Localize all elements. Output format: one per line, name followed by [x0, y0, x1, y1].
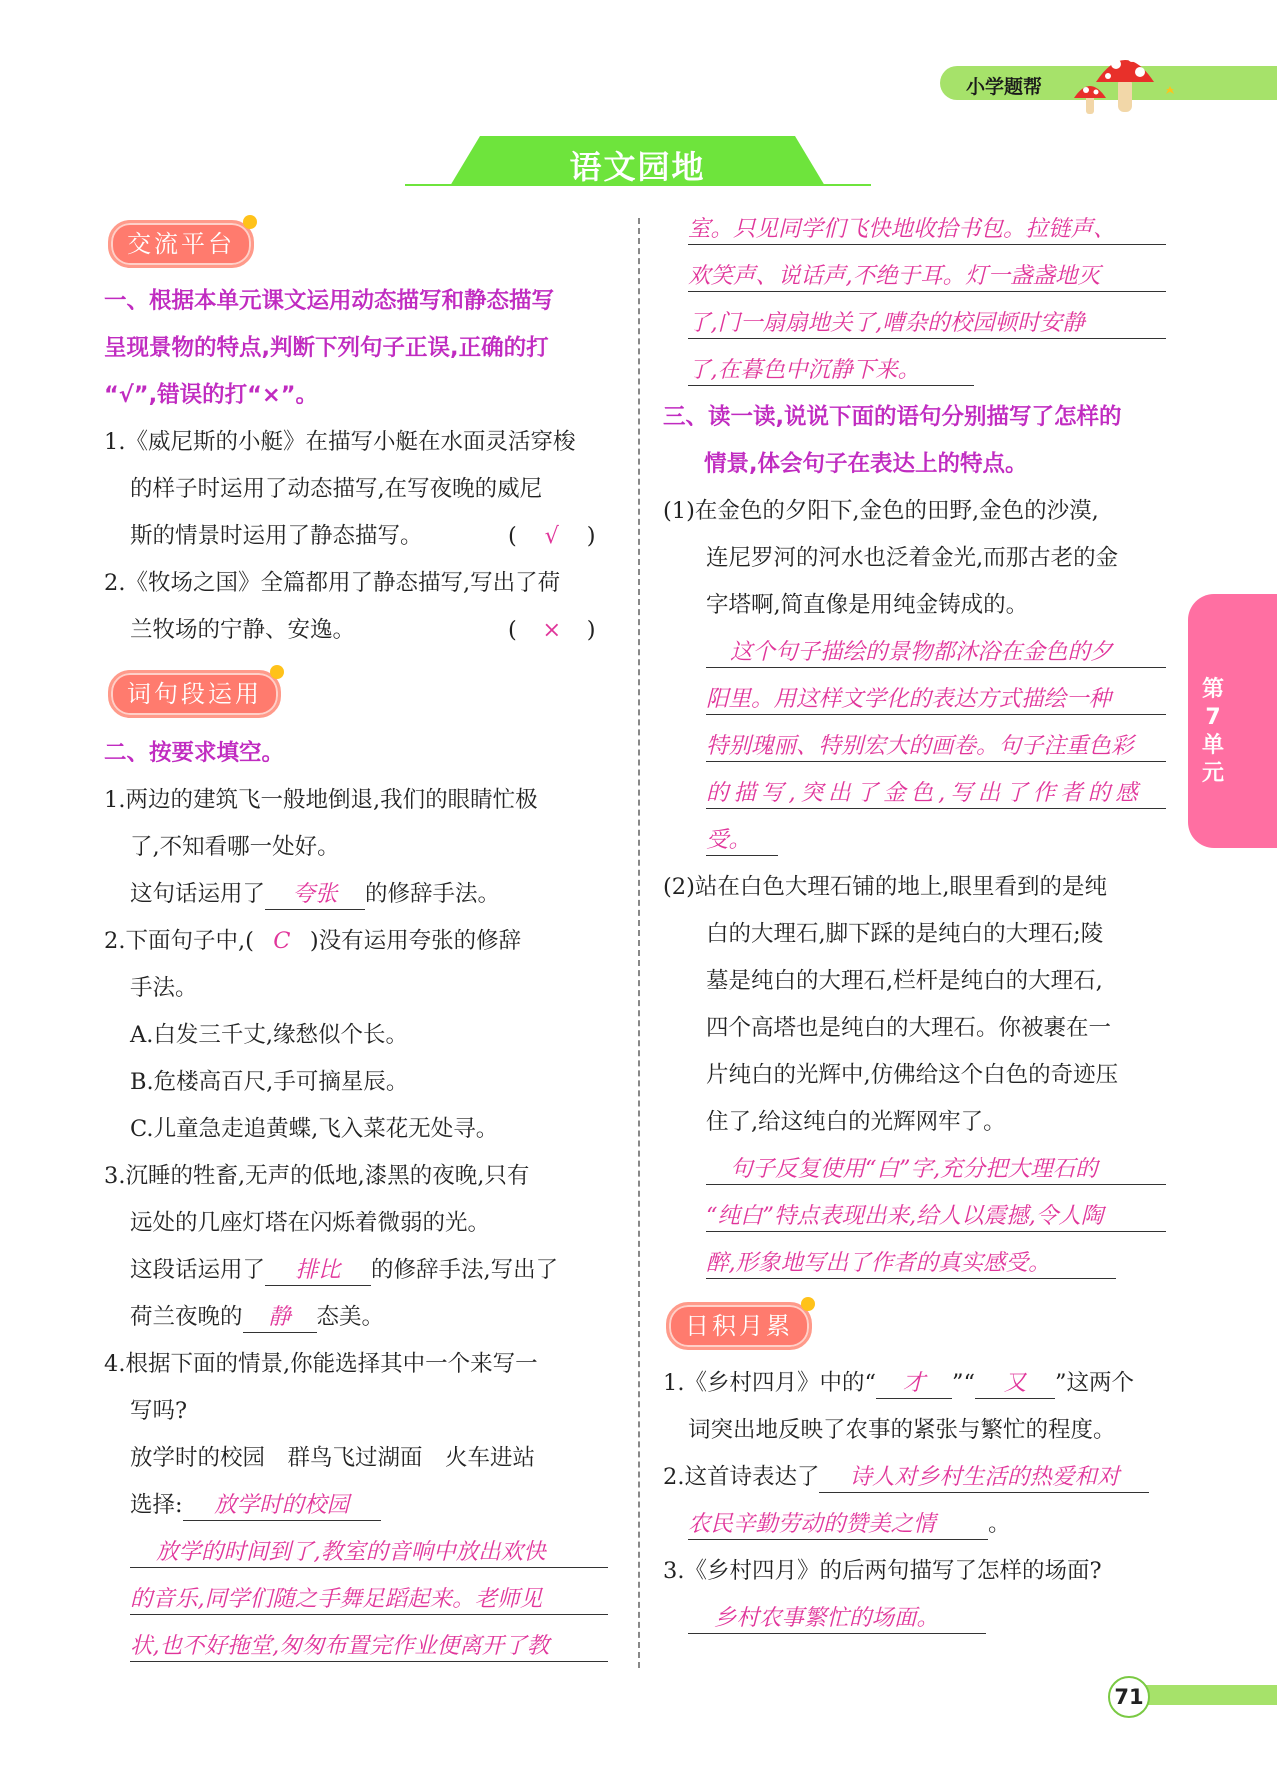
option-a: A.白发三千丈,缘愁似个长。 [130, 1022, 409, 1048]
essay-line: 了,门一扇扇地关了,嘈杂的校园顿时安静 [688, 308, 1166, 339]
fill-1-answer-line: 这句话运用了 夸张 的修辞手法。 [130, 879, 500, 910]
blank-answer: 静 [243, 1302, 317, 1333]
reading-1-answer: 受。 [706, 825, 778, 856]
reading-1-answer: 这个句子描绘的景物都沐浴在金色的夕 [706, 637, 1166, 668]
question-1-line: “√”,错误的打“×”。 [104, 382, 319, 408]
fill-4-line: 4.根据下面的情景,你能选择其中一个来写一 [104, 1351, 538, 1377]
reading-1-line: 字塔啊,简直像是用纯金铸成的。 [706, 592, 1029, 618]
fill-2-line: 手法。 [130, 975, 198, 1001]
fill-4-line: 写吗? [130, 1398, 188, 1424]
section-badge-exchange: 交流平台 [108, 220, 254, 268]
reading-2-line: 墓是纯白的大理石,栏杆是纯白的大理石, [706, 968, 1103, 994]
reading-2-answer: “纯白”特点表现出来,给人以震撼,令人陶 [706, 1201, 1166, 1232]
page-number: 71 [1108, 1676, 1150, 1718]
blank-answer: 诗人对乡村生活的热爱和对 [819, 1462, 1149, 1493]
blank-answer: 农民辛勤劳动的赞美之情 [688, 1509, 988, 1540]
reading-1-answer: 的描写,突出了金色,写出了作者的感 [706, 778, 1166, 809]
essay-line: 了,在暮色中沉静下来。 [688, 355, 974, 386]
reading-2-answer: 醉,形象地写出了作者的真实感受。 [706, 1248, 1116, 1279]
answer-bracket: ( √ ) [508, 523, 596, 549]
star-icon [270, 665, 284, 679]
blank-answer: 放学时的校园 [183, 1490, 381, 1521]
page-title: 语文园地 [569, 148, 706, 186]
reading-1-answer: 阳里。用这样文学化的表达方式描绘一种 [706, 684, 1166, 715]
reading-2-line: (2)站在白色大理石铺的地上,眼里看到的是纯 [663, 874, 1108, 900]
blank-answer: 才 [876, 1368, 952, 1399]
blank-answer: C [273, 928, 291, 954]
question-3-line: 情景,体会句子在表达上的特点。 [704, 451, 1028, 477]
choose-line: 选择: 放学时的校园 [130, 1490, 381, 1521]
section-badge-usage: 词句段运用 [108, 670, 281, 718]
answer-2: × [542, 617, 562, 643]
section-badge-accumulation: 日积月累 [666, 1302, 812, 1350]
daily-2-line: 农民辛勤劳动的赞美之情 。 [688, 1509, 1011, 1540]
answer-bracket: ( × ) [508, 617, 596, 643]
fill-1-line: 1.两边的建筑飞一般地倒退,我们的眼睛忙极 [104, 787, 538, 813]
daily-1-line: 词突出地反映了农事的紧张与繁忙的程度。 [688, 1417, 1116, 1443]
unit-label: 第7单元 [1201, 677, 1224, 786]
column-divider [638, 218, 640, 1668]
blank-answer: 夸张 [265, 879, 365, 910]
fill-1-line: 了,不知看哪一处好。 [130, 834, 340, 860]
daily-3-line: 3.《乡村四月》的后两句描写了怎样的场面? [663, 1558, 1102, 1584]
item-1-line: 的样子时运用了动态描写,在写夜晚的威尼 [130, 476, 543, 502]
fill-3-line: 3.沉睡的牲畜,无声的低地,漆黑的夜晚,只有 [104, 1163, 530, 1189]
daily-2-line: 2.这首诗表达了 诗人对乡村生活的热爱和对 [663, 1462, 1149, 1493]
daily-1-line: 1.《乡村四月》中的“ 才 ”“ 又 ”这两个 [663, 1368, 1134, 1399]
blank-answer: 又 [975, 1368, 1055, 1399]
fill-2-line: 2.下面句子中,( C )没有运用夸张的修辞 [104, 928, 522, 954]
question-2-title: 二、按要求填空。 [104, 740, 285, 766]
essay-line: 欢笑声、说话声,不绝于耳。灯一盏盏地灭 [688, 261, 1166, 292]
item-2-line: 兰牧场的宁静、安逸。 [130, 617, 356, 643]
reading-1-line: 连尼罗河的河水也泛着金光,而那古老的金 [706, 545, 1119, 571]
daily-3-answer: 乡村农事繁忙的场面。 [688, 1603, 986, 1634]
reading-2-line: 片纯白的光辉中,仿佛给这个白色的奇迹压 [706, 1062, 1119, 1088]
star-icon [243, 215, 257, 229]
reading-2-line: 住了,给这纯白的光辉网牢了。 [706, 1109, 1006, 1135]
question-3-line: 三、读一读,说说下面的语句分别描写了怎样的 [663, 404, 1122, 430]
item-1-line: 斯的情景时运用了静态描写。 [130, 523, 423, 549]
essay-line: 的音乐,同学们随之手舞足蹈起来。老师见 [130, 1584, 608, 1615]
item-1-line: 1.《威尼斯的小艇》在描写小艇在水面灵活穿梭 [104, 429, 576, 455]
question-1-line: 呈现景物的特点,判断下列句子正误,正确的打 [104, 335, 549, 361]
star-icon [801, 1297, 815, 1311]
fill-3-answer-line: 这段话运用了 排比 的修辞手法,写出了 [130, 1255, 558, 1286]
essay-line: 室。只见同学们飞快地收拾书包。拉链声、 [688, 214, 1166, 245]
reading-2-line: 白的大理石,脚下踩的是纯白的大理石;陵 [706, 921, 1104, 947]
blank-answer: 排比 [265, 1255, 371, 1286]
reading-2-answer: 句子反复使用“白”字,充分把大理石的 [706, 1154, 1166, 1185]
reading-2-line: 四个高塔也是纯白的大理石。你被裹在一 [706, 1015, 1112, 1041]
essay-line: 状,也不好拖堂,匆匆布置完作业便离开了教 [130, 1631, 608, 1662]
fill-3-answer-line: 荷兰夜晚的 静 态美。 [130, 1302, 384, 1333]
answer-1: √ [544, 523, 559, 549]
question-1-line: 一、根据本单元课文运用动态描写和静态描写 [104, 288, 555, 314]
mushroom-icon [1070, 44, 1190, 116]
option-b: B.危楼高百尺,手可摘星辰。 [130, 1069, 409, 1095]
reading-1-answer: 特别瑰丽、特别宏大的画卷。句子注重色彩 [706, 731, 1166, 762]
option-c: C.儿童急走追黄蝶,飞入菜花无处寻。 [130, 1116, 499, 1142]
fill-3-line: 远处的几座灯塔在闪烁着微弱的光。 [130, 1210, 491, 1236]
essay-line: 放学的时间到了,教室的音响中放出欢快 [130, 1537, 608, 1568]
reading-1-line: (1)在金色的夕阳下,金色的田野,金色的沙漠, [663, 498, 1099, 524]
item-2-line: 2.《牧场之国》全篇都用了静态描写,写出了荷 [104, 570, 561, 596]
scene-options: 放学时的校园 群鸟飞过湖面 火车进站 [130, 1445, 536, 1471]
brand-name: 小学题帮 [966, 76, 1043, 98]
page-number-bar [1128, 1685, 1277, 1705]
